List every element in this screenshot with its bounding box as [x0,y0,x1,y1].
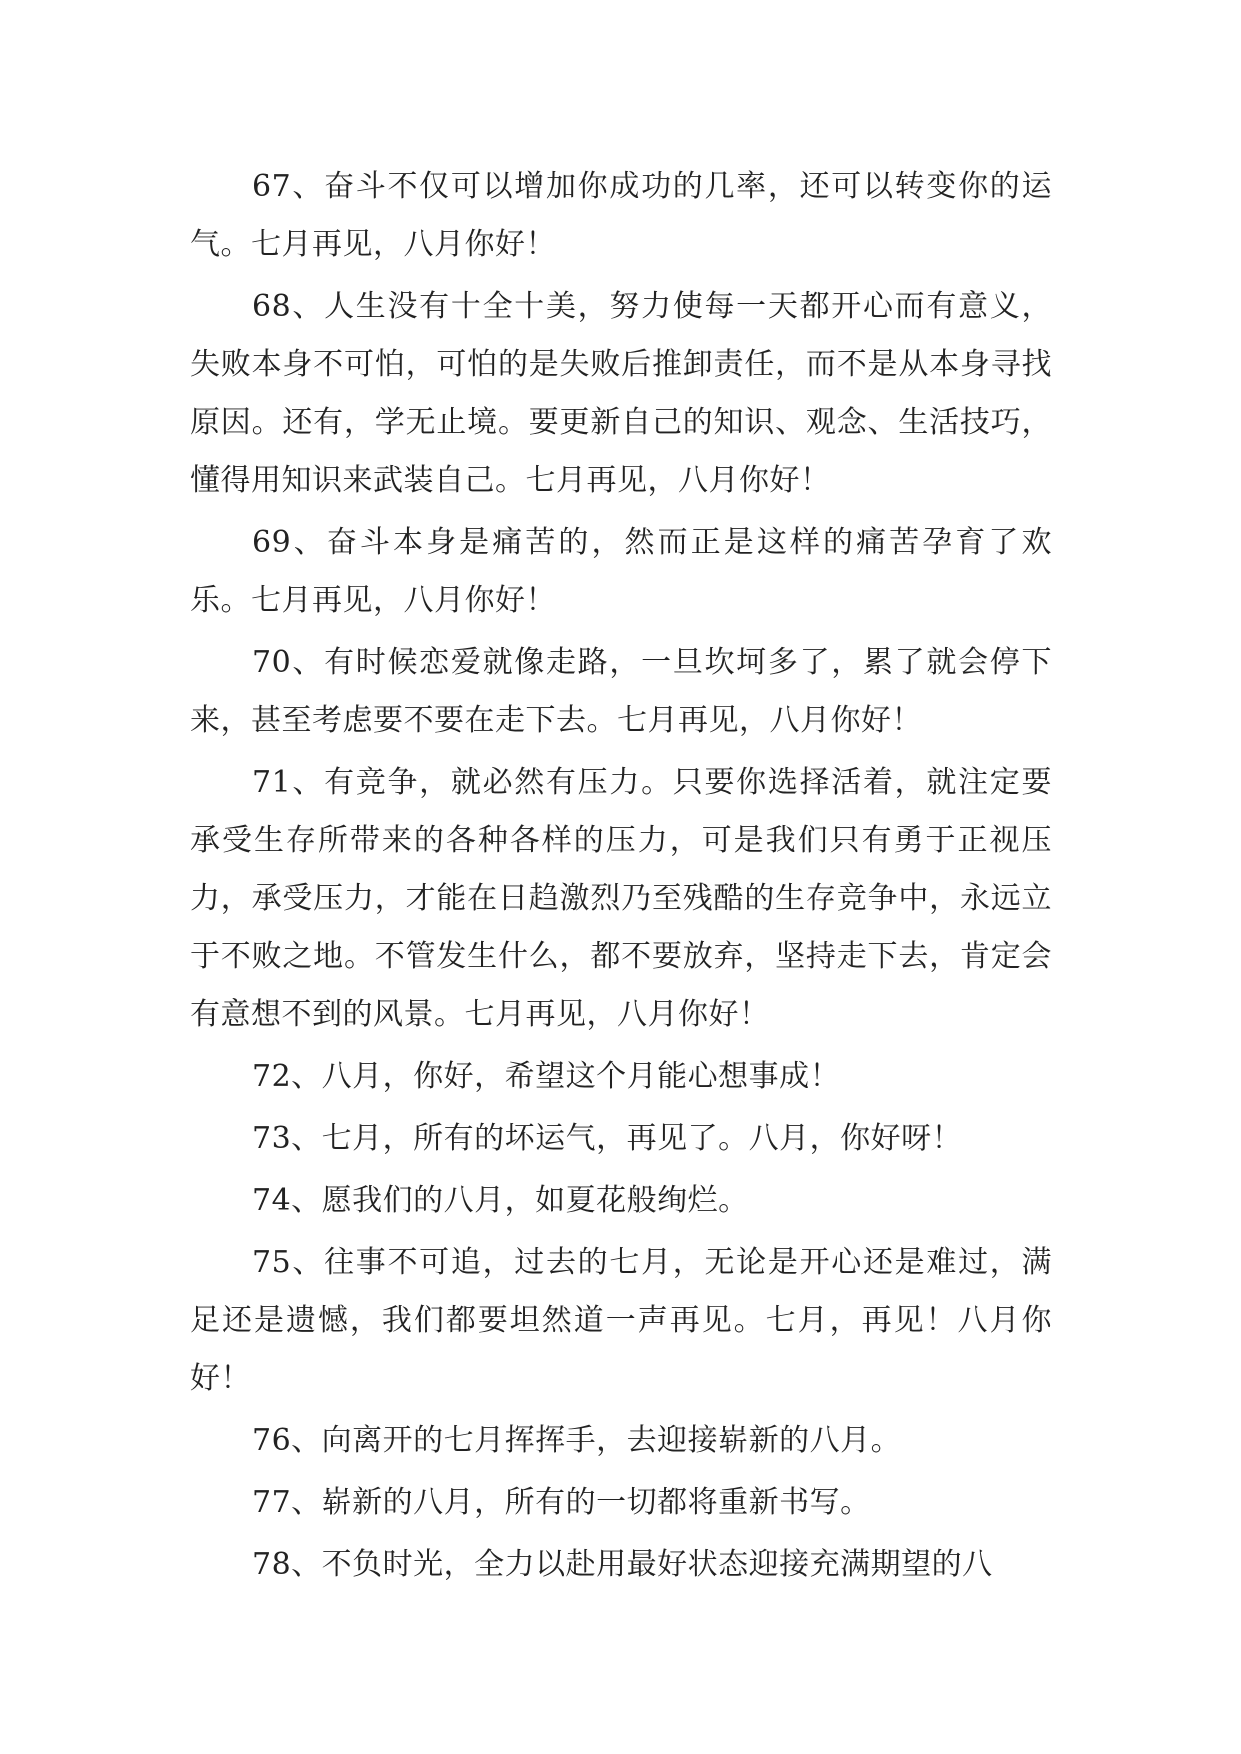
paragraph-72: 72、八月，你好，希望这个月能心想事成！ [252,1059,841,1094]
paragraph-70: 70、有时候恋爱就像走路，一旦坎坷多了，累了就会停下来，甚至考虑要不要在走下去。七月再见，八月你好！ [190,645,1052,738]
paragraph-71: 71、有竞争，就必然有压力。只要你选择活着，就注定要承受生存所带来的各种各样的压力，可是我们只有勇于正视压力，承受压力，才能在日趋激烈乃至残酷的生存竞争中，永远立于不败之地。不管发生什么，都不要放弃，坚持走下去，肯定会有意想不到的风景。七月再见，八月你好！ [190,765,1052,1032]
document-body [190,158,1052,1598]
paragraph-68: 68、人生没有十全十美，努力使每一天都开心而有意义，失败本身不可怕，可怕的是失败后推卸责任，而不是从本身寻找原因。还有，学无止境。要更新自己的知识、观念、生活技巧，懂得用知识来武装自己。七月再见，八月你好！ [190,289,1052,498]
paragraph-73: 73、七月，所有的坏运气，再见了。八月，你好呀！ [252,1121,963,1156]
paragraph-74: 74、愿我们的八月，如夏花般绚烂。 [252,1183,749,1218]
paragraph-75: 75、往事不可追，过去的七月，无论是开心还是难过，满足还是遗憾，我们都要坦然道一声再见。七月，再见！八月你好！ [190,1245,1052,1396]
paragraph-77: 77、崭新的八月，所有的一切都将重新书写。 [252,1485,871,1520]
paragraph-76: 76、向离开的七月挥挥手，去迎接崭新的八月。 [252,1423,902,1458]
paragraph-69: 69、奋斗本身是痛苦的，然而正是这样的痛苦孕育了欢乐。七月再见，八月你好！ [190,525,1052,618]
paragraph-67: 67、奋斗不仅可以增加你成功的几率，还可以转变你的运气。七月再见，八月你好！ [190,169,1052,262]
paragraph-78: 78、不负时光，全力以赴用最好状态迎接充满期望的八 [252,1547,993,1582]
